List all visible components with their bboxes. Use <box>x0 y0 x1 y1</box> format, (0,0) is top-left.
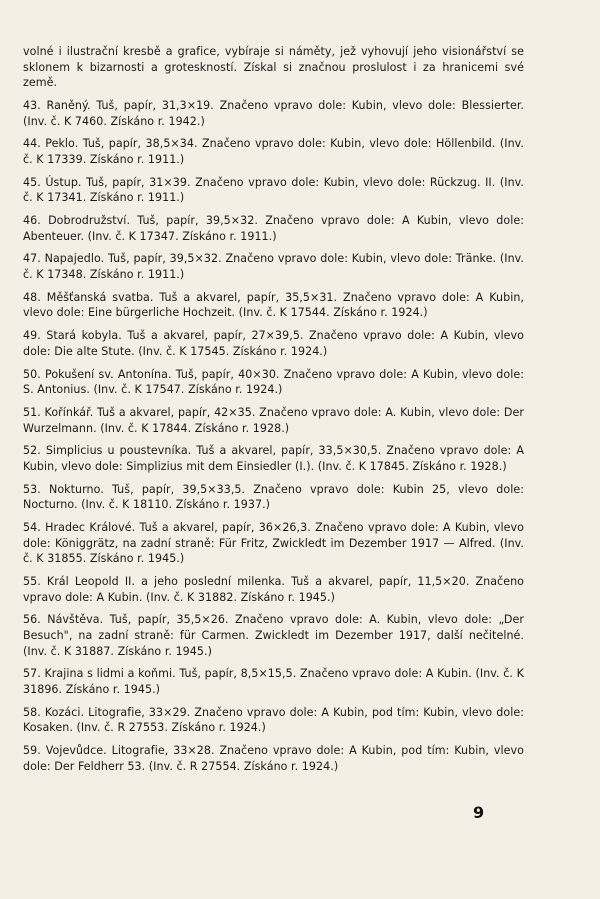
catalog-entry-54: 54. Hradec Králové. Tuš a akvarel, papír, 36×26,3. Značeno vpravo dole: A Kubin, vlevo dole: Königgrätz, na zadní straně: Für Fritz, Zwickledt im Dezember 1917 — Alfred. (Inv. č. K 31855. Získáno r. 1945.) <box>23 521 524 566</box>
catalog-entry-52: 52. Simplicius u poustevníka. Tuš a akvarel, papír, 33,5×30,5. Značeno vpravo dole: A Kubin, vlevo dole: Simplizius mit dem Einsiedler (I.). (Inv. č. K 17845. Získáno r. 1928.) <box>23 444 524 473</box>
catalog-entry-50: 50. Pokušení sv. Antonína. Tuš, papír, 40×30. Značeno vpravo dole: A Kubin, vlevo dole: S. Antonius. (Inv. č. K 17547. Získáno r. 1924.) <box>23 367 524 397</box>
catalog-entry-57: 57. Krajina s lidmi a koňmi. Tuš, papír, 8,5×15,5. Značeno vpravo dole: A Kubin. (Inv. č. K 31896. Získáno r. 1945.) <box>23 667 524 696</box>
catalog-entry-45: 45. Ústup. Tuš, papír, 31×39. Značeno vpravo dole: Kubin, vlevo dole: Rückzug. II. (Inv. č. K 17341. Získáno r. 1911.) <box>23 175 524 205</box>
catalog-entry-55: 55. Král Leopold II. a jeho poslední milenka. Tuš a akvarel, papír, 11,5×20. Značeno vpravo dole: A Kubin. (Inv. č. K 31882. Získáno r. 1945.) <box>23 575 524 604</box>
intro-paragraph: volné i ilustrační kresbě a grafice, vybíraje si náměty, jež vyhovují jeho visionářství se sklonem k bizarnosti a groteskností. Získal si značnou proslulost i za hranicemi své země. <box>23 45 524 90</box>
catalog-entry-48: 48. Měšťanská svatba. Tuš a akvarel, papír, 35,5×31. Značeno vpravo dole: A Kubin, vlevo dole: Eine bürgerliche Hochzeit. (Inv. č. K 17544. Získáno r. 1924.) <box>23 290 524 320</box>
catalog-entry-47: 47. Napajedlo. Tuš, papír, 39,5×32. Značeno vpravo dole: Kubin, vlevo dole: Tränke. (Inv. č. K 17348. Získáno r. 1911.) <box>23 252 524 282</box>
catalog-page <box>23 44 524 774</box>
page-number: 9 <box>473 803 485 822</box>
catalog-entry-58: 58. Kozáci. Litografie, 33×29. Značeno vpravo dole: A Kubin, pod tím: Kubin, vlevo dole: Kosaken. (Inv. č. R 27553. Získáno r. 1924.) <box>23 705 524 735</box>
catalog-entry-51: 51. Kořínkář. Tuš a akvarel, papír, 42×35. Značeno vpravo dole: A. Kubin, vlevo dole: Der Wurzelmann. (Inv. č. K 17844. Získáno r. 1928.) <box>23 405 524 435</box>
catalog-entry-43: 43. Raněný. Tuš, papír, 31,3×19. Značeno vpravo dole: Kubin, vlevo dole: Blessierter. (Inv. č. K 7460. Získáno r. 1942.) <box>23 98 524 128</box>
catalog-entry-44: 44. Peklo. Tuš, papír, 38,5×34. Značeno vpravo dole: Kubin, vlevo dole: Höllenbild. (Inv. č. K 17339. Získáno r. 1911.) <box>23 137 524 166</box>
catalog-entry-49: 49. Stará kobyla. Tuš a akvarel, papír, 27×39,5. Značeno vpravo dole: A Kubin, vlevo dole: Die alte Stute. (Inv. č. K 17545. Získáno r. 1924.) <box>23 329 524 358</box>
catalog-entry-56: 56. Návštěva. Tuš, papír, 35,5×26. Značeno vpravo dole: A. Kubin, vlevo dole: „Der Besuch", na zadní straně: für Carmen. Zwickledt im Dezember 1917, další nečitelné. (Inv. č. K 31887. Získáno r. 1945.) <box>23 613 524 658</box>
catalog-entry-59: 59. Vojevůdce. Litografie, 33×28. Značeno vpravo dole: A Kubin, pod tím: Kubin, vlevo dole: Der Feldherr 53. (Inv. č. R 27554. Získáno r. 1924.) <box>23 744 524 773</box>
catalog-entry-53: 53. Nokturno. Tuš, papír, 39,5×33,5. Značeno vpravo dole: Kubin 25, vlevo dole: Nocturno. (Inv. č. K 18110. Získáno r. 1937.) <box>23 482 524 512</box>
catalog-entry-46: 46. Dobrodružství. Tuš, papír, 39,5×32. Značeno vpravo dole: A Kubin, vlevo dole: Abenteuer. (Inv. č. K 17347. Získáno r. 1911.) <box>23 214 524 243</box>
